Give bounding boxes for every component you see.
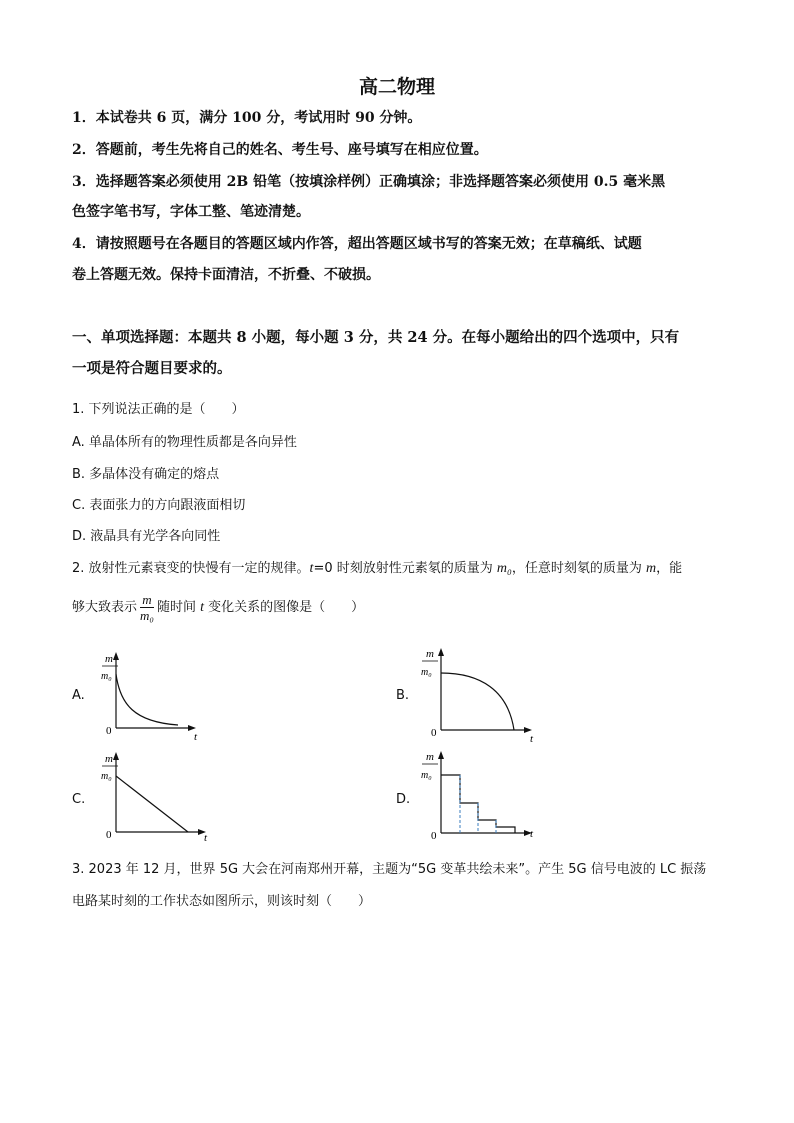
y-axis-numerator: m — [105, 753, 113, 765]
fraction-denominator: m₀ — [140, 608, 154, 623]
x-axis-label: t — [204, 832, 208, 844]
origin-label: 0 — [431, 727, 437, 739]
y-axis-denominator: m₀ — [101, 771, 112, 782]
graph-d-letter: D. — [396, 792, 411, 807]
section-heading: 一、单项选择题：本题共 8 小题，每小题 3 分，共 24 分。在每小题给出的四个选项中，只有 — [72, 329, 680, 346]
question-1-option-b: B. 多晶体没有确定的熔点 — [72, 467, 220, 482]
fraction-m-over-m0 — [140, 592, 154, 623]
question-2-stem-line2 — [72, 592, 364, 623]
y-axis-numerator: m — [105, 653, 113, 665]
stem-text: ，能 — [656, 561, 683, 576]
question-1-option-d: D. 液晶具有光学各向同性 — [72, 529, 221, 544]
y-axis-arrow — [438, 751, 444, 759]
notice-line: 卷上答题无效。保持卡面清洁，不折叠、不破损。 — [72, 267, 380, 283]
stem-text: 变化关系的图像是（ ） — [203, 600, 365, 615]
question-1-option-c: C. 表面张力的方向跟液面相切 — [72, 498, 246, 513]
variable-t: t — [309, 561, 314, 576]
notice-line: 2．答题前，考生先将自己的姓名、考生号、座号填写在相应位置。 — [72, 142, 488, 158]
fraction-numerator: m — [140, 592, 154, 608]
x-axis-label: t — [194, 731, 198, 743]
question-3-stem: 3. 2023 年 12 月，世界 5G 大会在河南郑州开幕，主题为“5G 变革共绘未来”。产生 5G 信号电波的 LC 振荡 — [72, 862, 707, 877]
y-axis-arrow — [113, 752, 119, 760]
graph-c-letter: C. — [72, 792, 86, 807]
stem-text: =0 时刻放射性元素氡的质量为 — [313, 561, 497, 576]
x-axis-label: t — [530, 828, 534, 840]
origin-label: 0 — [431, 830, 437, 842]
concave-curve — [441, 673, 514, 730]
question-1-stem: 1. 下列说法正确的是（ ） — [72, 402, 245, 417]
y-axis-denominator: m₀ — [421, 770, 432, 781]
y-axis-arrow — [438, 648, 444, 656]
y-axis-arrow — [113, 652, 119, 660]
page-title: 高二物理 — [358, 76, 435, 98]
variable-m: m — [646, 561, 657, 576]
graph-a-letter: A. — [72, 688, 85, 703]
y-axis-numerator: m — [426, 648, 434, 660]
graph-b — [410, 642, 550, 746]
stem-text: 够大致表示 — [72, 600, 138, 615]
exponential-decay-curve — [116, 674, 178, 725]
question-2-stem — [72, 557, 682, 577]
stem-text: ，任意时刻氡的质量为 — [511, 561, 646, 576]
origin-label: 0 — [106, 725, 112, 737]
variable-m0: m₀ — [496, 561, 512, 576]
graph-d — [410, 745, 550, 845]
y-axis-denominator: m₀ — [101, 671, 112, 682]
stem-text: 2. 放射性元素衰变的快慢有一定的规律。 — [72, 561, 310, 576]
section-heading: 一项是符合题目要求的。 — [72, 360, 232, 377]
notice-line: 1．本试卷共 6 页，满分 100 分，考试用时 90 分钟。 — [72, 110, 422, 126]
y-axis-denominator: m₀ — [421, 667, 432, 678]
notice-line: 4．请按照题号在各题目的答题区域内作答，超出答题区域书写的答案无效；在草稿纸、试题 — [72, 236, 642, 252]
x-axis-label: t — [530, 733, 534, 745]
origin-label: 0 — [106, 829, 112, 841]
y-axis-numerator: m — [426, 751, 434, 763]
notice-line: 色签字笔书写，字体工整、笔迹清楚。 — [72, 204, 310, 220]
stem-text: 随时间 — [156, 600, 201, 615]
linear-decay-line — [116, 776, 188, 832]
notice-line: 3．选择题答案必须使用 2B 铅笔（按填涂样例）正确填涂；非选择题答案必须使用 0.5 毫米黑 — [72, 174, 666, 190]
graph-a — [92, 648, 212, 744]
graph-c — [92, 748, 222, 844]
question-1-option-a: A. 单晶体所有的物理性质都是各向异性 — [72, 435, 297, 450]
question-3-stem-line2: 电路某时刻的工作状态如图所示，则该时刻（ ） — [72, 894, 372, 909]
graph-b-letter: B. — [396, 688, 410, 703]
variable-t: t — [200, 600, 204, 615]
